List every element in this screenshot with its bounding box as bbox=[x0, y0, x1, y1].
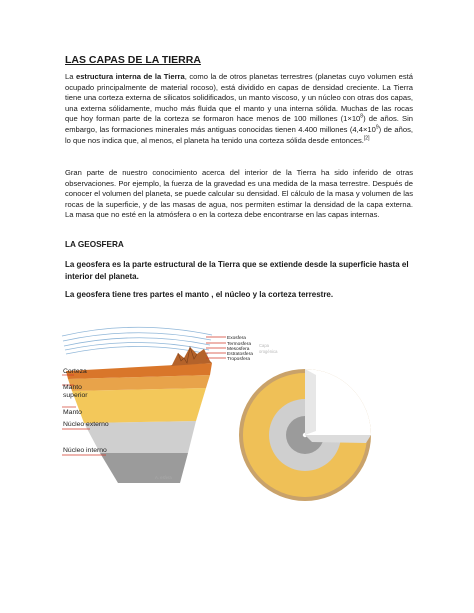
page-title: LAS CAPAS DE LA TIERRA bbox=[65, 54, 201, 66]
faint-label-1: Capa bbox=[259, 343, 270, 348]
earth-layers-figure bbox=[60, 325, 400, 505]
label-mesosfera: Mesosfera bbox=[227, 347, 250, 352]
label-crust: Corteza bbox=[63, 368, 87, 375]
footnote-ref[interactable]: [2] bbox=[363, 135, 370, 142]
geosfera-definition: La geosfera es la parte estructural de la Tierra que se extiende desde la superficie hasta el interior del planeta. bbox=[65, 260, 409, 281]
earth-cutaway-sphere bbox=[239, 369, 371, 501]
label-outer-core: Núcleo externo bbox=[63, 421, 109, 428]
cutaway-inner-face bbox=[305, 369, 316, 435]
atmo-arc-2 bbox=[63, 333, 211, 341]
inner-core-band bbox=[100, 453, 188, 483]
label-upper-mantle-1: Manto bbox=[63, 384, 82, 391]
atmo-arc-5 bbox=[66, 347, 208, 355]
cutaway-inner-face-2 bbox=[305, 435, 371, 443]
right-labels bbox=[227, 335, 253, 362]
intro-paragraph bbox=[65, 72, 413, 146]
figure-bottom-label: A. esfera bbox=[155, 475, 172, 480]
intro-text-2: ) de años. Sin embargo, las formaciones minerales más antiguas conocidas tienen 4.400 millones (4,4×10 bbox=[65, 114, 413, 134]
intro-bold-term: estructura interna de la Tierra bbox=[75, 72, 185, 81]
label-exosfera: Exosfera bbox=[227, 336, 246, 341]
section-heading: LA GEOSFERA bbox=[65, 240, 124, 249]
geosfera-parts: La geosfera tiene tres partes el manto , el núcleo y la corteza terrestre. bbox=[65, 290, 334, 299]
faint-label-2: orogénica bbox=[259, 349, 278, 354]
right-leader-lines bbox=[206, 337, 226, 358]
knowledge-paragraph: Gran parte de nuestro conocimiento acerca del interior de la Tierra ha sido inferido de otras observaciones. Por ejemplo, la fuerza de la gravedad es una medida de la masa terrestre. Después de conocer el volumen del planeta, se puede calcular su densidad. El cálculo de la masa y volumen de las rocas de la superficie, y de las masas de agua, nos permiten estimar la densidad de la capa externa. La masa que no esté en la atmósfera o en la corteza debe encontrarse en las capas internas. bbox=[65, 168, 413, 220]
exponent-9: 9 bbox=[375, 124, 379, 131]
mantle-band bbox=[72, 388, 206, 423]
label-termosfera: Termosfera bbox=[227, 342, 251, 347]
label-inner-core: Núcleo interno bbox=[63, 447, 107, 454]
intro-text: , como la de otros planetas terrestres (planetas cuyo volumen está ocupado principalmente de material rocoso), está dividido en capas de densidad creciente. La Tierra tiene una corteza externa de silicatos solidificados, un manto viscoso, y un núcleo con otras dos capas, una externa sólidamente, mucho más fluida que el manto y una interna sólida. Muchas de las rocas que hoy forman parte de la corteza se formaron hace menos de 100 millones (1×10 bbox=[65, 72, 414, 124]
label-upper-mantle-2: superior bbox=[63, 392, 88, 399]
atmo-arc-3 bbox=[64, 338, 210, 346]
label-estratosfera: Estratosfera bbox=[227, 352, 253, 357]
layer-wedge bbox=[66, 347, 212, 483]
exponent-8: 8 bbox=[360, 113, 364, 120]
label-troposfera: Troposfera bbox=[227, 357, 251, 362]
intro-lead: La bbox=[65, 72, 76, 81]
intro-text-3: ) de años, lo que nos indica que, al menos, el planeta ha tenido una corteza sólida desde entonces. bbox=[65, 124, 413, 145]
label-mantle: Manto bbox=[63, 409, 82, 416]
atmo-arc-1 bbox=[62, 327, 212, 336]
faint-labels bbox=[259, 343, 278, 354]
